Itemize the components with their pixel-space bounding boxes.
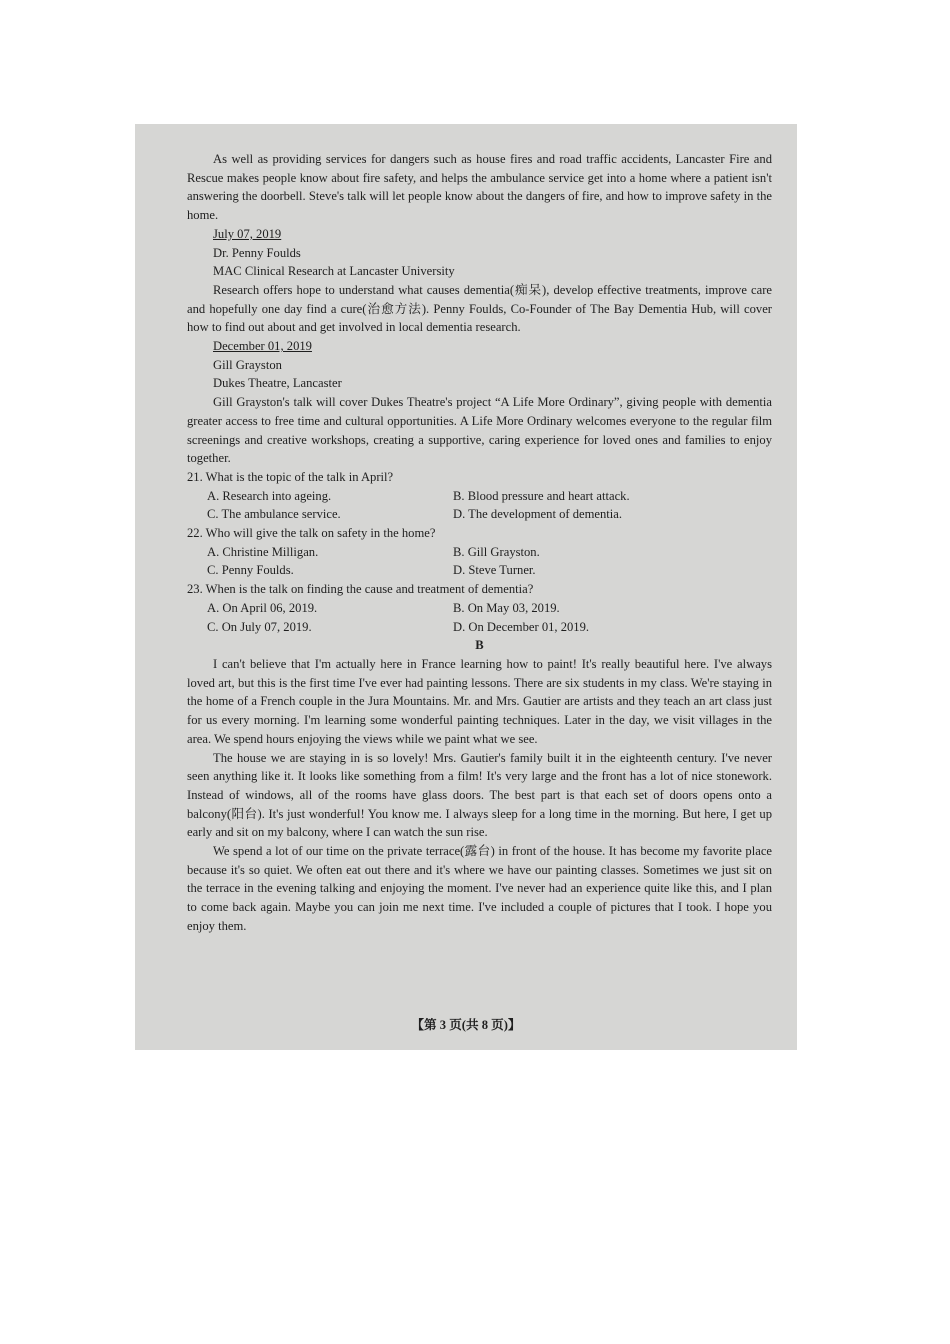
talk-december-place: Dukes Theatre, Lancaster (213, 376, 342, 391)
question-options (187, 543, 772, 580)
question-options (187, 487, 772, 524)
question-stem: 23. When is the talk on finding the cause and treatment of dementia? (187, 582, 534, 597)
question-21 (187, 468, 772, 524)
option-a: A. On April 06, 2019. (207, 600, 318, 615)
section-b-paragraph: I can't believe that I'm actually here in France learning how to paint! It's really beautiful here. I've always loved art, but this is the first time I've ever had painting lessons. There are six students in my class. We're staying in the home of a French couple in the Jura Mountains. Mr. and Mrs. Gautier are artists and they teach an art class just for us every morning. I'm learning some wonderful painting techniques. Later in the day, we visit villages in the area. We spend hours enjoying the views while we paint what we see. (187, 656, 772, 746)
section-b-paragraph: The house we are staying in is so lovely! Mrs. Gautier's family built it in the eighteenth century. I've never seen anything like it. It looks like something from a film! It's very large and the front has a lot of nice stonework. Instead of windows, all of the rooms have glass doors. The best part is that each set of doors opens onto a balcony(阳台). It's just wonderful! You know me. I always sleep for a long time in the morning. But here, I get up early and sit on my balcony, where I can watch the sun rise. (187, 750, 772, 840)
talk-december-date-text: December 01, 2019 (213, 339, 312, 354)
talk-july-speaker: Dr. Penny Foulds (213, 245, 301, 260)
question-22 (187, 524, 772, 580)
section-b-paragraph: We spend a lot of our time on the private terrace(露台) in front of the house. It has become my favorite place because it's so quiet. We often eat out there and it's where we have our painting classes. Sometimes we just sit on the terrace in the evening talking and enjoying the moment. I've never had an experience quite like this, and I plan to come back again. Maybe you can join me next time. I've included a couple of pictures that I took. I hope you enjoy them. (187, 844, 772, 933)
option-a: A. Christine Milligan. (207, 544, 319, 559)
page-number-footer: 【第 3 页(共 8 页)】 (411, 1018, 521, 1032)
talk-december-date (187, 337, 772, 356)
option-c: C. The ambulance service. (207, 507, 341, 522)
question-stem: 21. What is the topic of the talk in April? (187, 469, 394, 484)
option-d: D. On December 01, 2019. (453, 619, 590, 634)
question-23 (187, 580, 772, 636)
option-a: A. Research into ageing. (207, 488, 332, 503)
option-c: C. On July 07, 2019. (207, 619, 312, 634)
option-b: B. Blood pressure and heart attack. (453, 488, 630, 503)
talk-december-speaker: Gill Grayston (213, 357, 282, 372)
option-b: B. On May 03, 2019. (453, 600, 560, 615)
question-stem: 22. Who will give the talk on safety in the home? (187, 526, 436, 541)
option-d: D. The development of dementia. (453, 507, 623, 522)
section-b-label: B (475, 638, 484, 653)
intro-paragraph: As well as providing services for dangers such as house fires and road traffic accidents, Lancaster Fire and Rescue makes people know about fire safety, and helps the ambulance service get into a home where a patient isn't answering the doorbell. Steve's talk will let people know about the dangers of fire, and how to improve safety in the home. (187, 152, 772, 223)
question-options (187, 599, 772, 636)
document-body (187, 150, 772, 936)
option-c: C. Penny Foulds. (207, 563, 294, 578)
option-d: D. Steve Turner. (453, 563, 536, 578)
talk-july-date-text: July 07, 2019 (213, 226, 282, 241)
talk-july-date (187, 225, 772, 244)
talk-december-description: Gill Grayston's talk will cover Dukes Theatre's project “A Life More Ordinary”, giving people with dementia greater access to free time and cultural opportunities. A Life More Ordinary welcomes everyone to the regular film screenings and creative workshops, creating a supportive, caring experience for loved ones and families to enjoy together. (187, 395, 772, 466)
talk-july-place: MAC Clinical Research at Lancaster University (213, 264, 455, 279)
talk-july-description: Research offers hope to understand what causes dementia(痴呆), develop effective treatments, improve care and hopefully one day find a cure(治愈方法). Penny Foulds, Co-Founder of The Bay Dementia Hub, will cover how to find out about and get involved in local dementia research. (187, 282, 772, 335)
option-b: B. Gill Grayston. (453, 544, 540, 559)
